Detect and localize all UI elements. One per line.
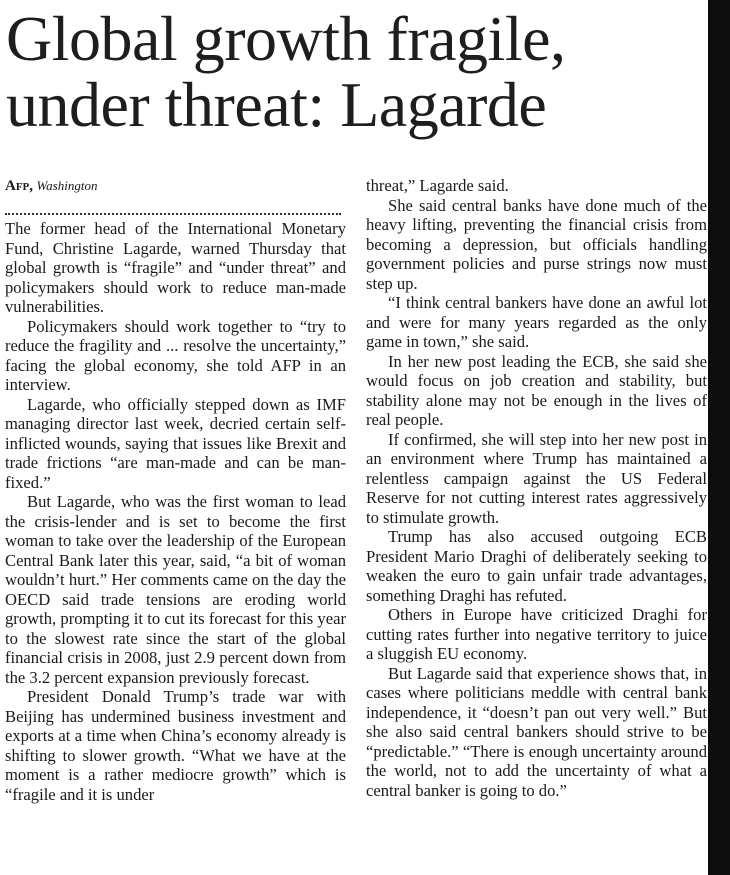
byline-agency: Afp,	[5, 178, 34, 194]
paragraph: If confirmed, she will step into her new post in an environment where Trump has maintained a relentless campaign against the US Federal Reserve for not cutting interest rates aggressively to stimulate growth.	[366, 429, 707, 527]
paragraph: She said central banks have done much of the heavy lifting, preventing the financial crisis from becoming a depression, but officials handling government policies and purse strings now must step up.	[366, 195, 707, 293]
paragraph: Trump has also accused outgoing ECB President Mario Draghi of deliberately seeking to weaken the euro to gain unfair trade advantages, something Draghi has refuted.	[366, 527, 707, 605]
headline: Global growth fragile, under threat: Lagarde	[6, 3, 566, 140]
paragraph: The former head of the International Monetary Fund, Christine Lagarde, warned Thursday that global growth is “fragile” and “under threat” and policymakers should work to reduce man-made vulnerabilities.	[5, 219, 346, 316]
paragraph: But Lagarde said that experience shows that, in cases where politicians meddle with central bank independence, it “doesn’t pan out very well.” But she also said central bankers should strive to be “predictable.” “There is enough uncertainty around the world, not to add the uncertainty of what a central banker is going to do.”	[366, 663, 707, 800]
byline-location: Washington	[36, 178, 98, 193]
article-column-left	[5, 176, 346, 804]
paragraph: But Lagarde, who was the first woman to lead the crisis-lender and is set to become the first woman to take over the leadership of the European Central Bank later this year, said, “a bit of woman wouldn’t hurt.” Her comments came on the day the OECD said trade tensions are eroding world growth, prompting it to cut its forecast for this year to the slowest rate since the start of the global financial crisis in 2008, just 2.9 percent down from the 3.2 percent expansion previously forecast.	[5, 492, 346, 687]
paragraph: Others in Europe have criticized Draghi for cutting rates further into negative territory to juice a sluggish EU economy.	[366, 605, 707, 663]
byline-divider	[5, 197, 341, 215]
paragraph: Policymakers should work together to “try to reduce the fragility and ... resolve the uncertainty,” facing the global economy, she told AFP in an interview.	[5, 316, 346, 394]
byline	[5, 176, 346, 197]
paragraph: President Donald Trump’s trade war with Beijing has undermined business investment and exports at a time when China’s economy already is shifting to slower growth. “What we have at the moment is a rather mediocre growth” which is “fragile and it is under	[5, 687, 346, 804]
paragraph: threat,” Lagarde said.	[366, 176, 509, 195]
page-edge	[708, 0, 730, 875]
paragraph: In her new post leading the ECB, she said she would focus on job creation and stability, but stability alone may not be enough in the lives of real people.	[366, 351, 707, 429]
article-column-right	[366, 176, 707, 800]
paragraph: “I think central bankers have done an awful lot and were for many years regarded as the only game in town,” she said.	[366, 293, 707, 351]
paragraph: Lagarde, who officially stepped down as IMF managing director last week, decried certain self-inflicted wounds, saying that issues like Brexit and trade frictions “are man-made and can be man-fixed.”	[5, 394, 346, 492]
